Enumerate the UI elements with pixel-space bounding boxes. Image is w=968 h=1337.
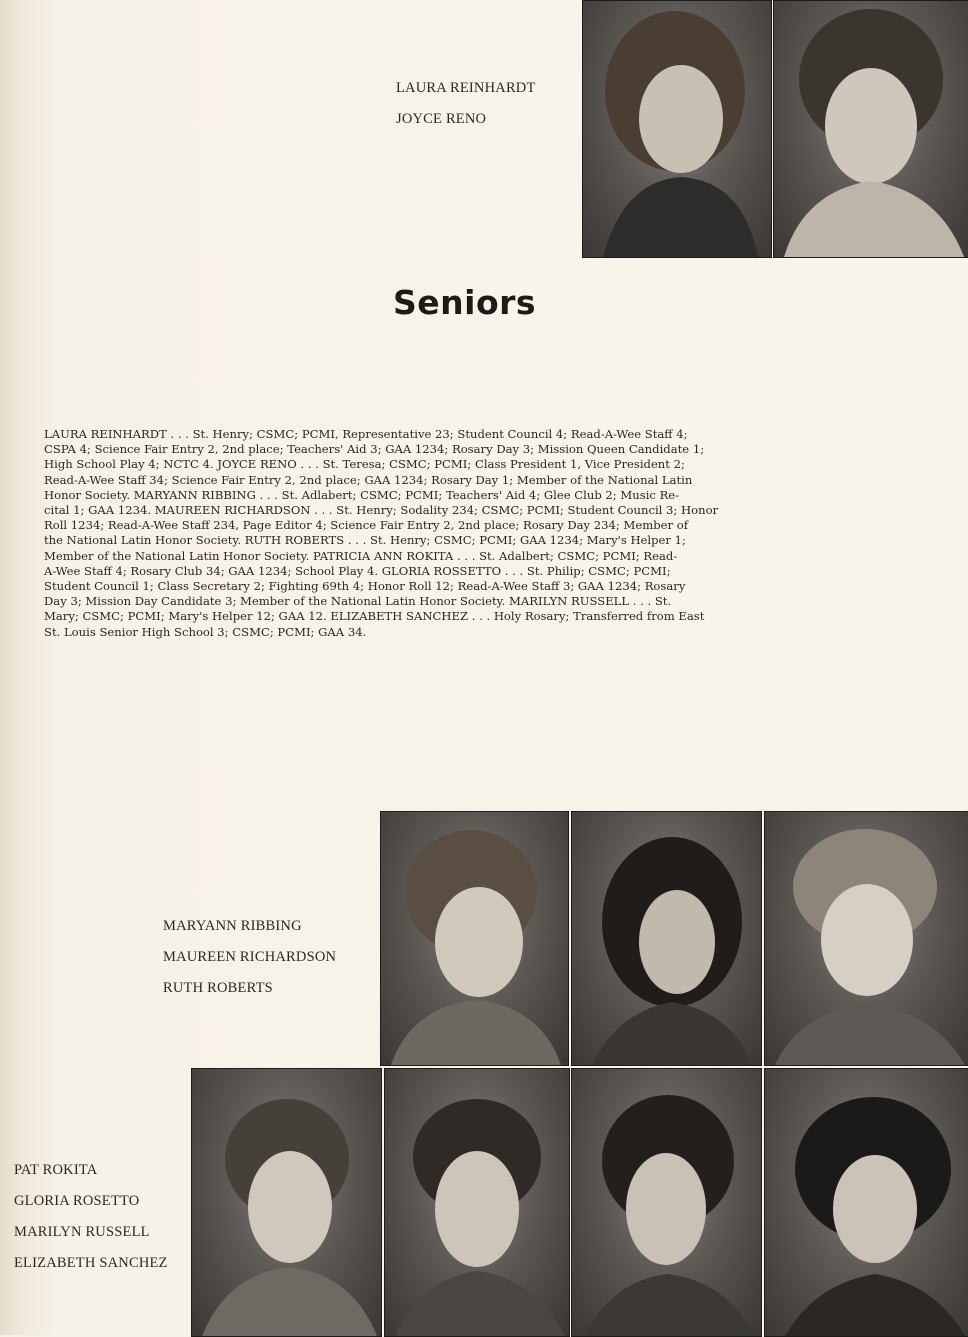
caption-laura-reinhardt: LAURA REINHARDT [396, 80, 536, 96]
portrait-silhouette [765, 812, 968, 1065]
caption-ruth-roberts: RUTH ROBERTS [163, 980, 273, 996]
portrait-pat-rokita [191, 1068, 382, 1337]
portrait-silhouette [572, 812, 761, 1065]
bio-line: LAURA REINHARDT . . . St. Henry; CSMC; PCMI, Representative 23; Student Council 4; Read-A-Wee Staff 4; [44, 427, 688, 441]
bio-line: Student Council 1; Class Secretary 2; Fighting 69th 4; Honor Roll 12; Read-A-Wee Staff 3; GAA 1234; Rosary [44, 579, 686, 594]
caption-marilyn-russell: MARILYN RUSSELL [14, 1224, 150, 1240]
portrait-silhouette [381, 812, 568, 1065]
portrait-marilyn-russell [571, 1068, 762, 1337]
bio-line: St. Louis Senior High School 3; CSMC; PCMI; GAA 34. [44, 624, 367, 639]
top-portrait-captions [396, 80, 536, 128]
portrait-maureen-richardson [571, 811, 762, 1066]
bottom-portrait-captions [14, 1162, 168, 1272]
portrait-silhouette [572, 1069, 761, 1336]
caption-joyce-reno: JOYCE RENO [396, 111, 487, 127]
portrait-silhouette [192, 1069, 381, 1336]
bio-line: Member of the National Latin Honor Society. PATRICIA ANN ROKITA . . . St. Adalbert; CSMC; PCMI; Read- [44, 548, 678, 563]
portrait-ruth-roberts [764, 811, 968, 1066]
portrait-maryann-ribbing [380, 811, 569, 1066]
bio-line: Roll 1234; Read-A-Wee Staff 234, Page Editor 4; Science Fair Entry 2, 2nd place; Rosary Day 234; Member of [44, 518, 688, 533]
portrait-silhouette [774, 1, 968, 257]
bio-line: the National Latin Honor Society. RUTH ROBERTS . . . St. Henry; CSMC; PCMI; GAA 1234; Mary's Helper 1; [44, 533, 686, 548]
bio-line: Read-A-Wee Staff 34; Science Fair Entry 2, 2nd place; GAA 1234; Rosary Day 1; Member of the National Latin [44, 472, 693, 487]
portrait-silhouette [765, 1069, 968, 1336]
caption-maureen-richardson: MAUREEN RICHARDSON [163, 949, 337, 965]
portrait-gloria-rosetto [384, 1068, 570, 1337]
caption-elizabeth-sanchez: ELIZABETH SANCHEZ [14, 1255, 168, 1271]
caption-maryann-ribbing: MARYANN RIBBING [163, 918, 302, 934]
portrait-silhouette [385, 1069, 569, 1336]
bio-line: Mary; CSMC; PCMI; Mary's Helper 12; GAA 12. ELIZABETH SANCHEZ . . . Holy Rosary; Transferred from East [44, 609, 705, 624]
senior-biographies [44, 427, 914, 640]
portrait-elizabeth-sanchez [764, 1068, 968, 1337]
caption-gloria-rosetto: GLORIA ROSETTO [14, 1193, 140, 1209]
bio-line: High School Play 4; NCTC 4. JOYCE RENO . . . St. Teresa; CSMC; PCMI; Class President 1, Vice President 2; [44, 457, 685, 472]
portrait-silhouette [583, 1, 771, 257]
bio-line: CSPA 4; Science Fair Entry 2, 2nd place; Teachers' Aid 3; GAA 1234; Rosary Day 3; Mission Queen Candidate 1; [44, 442, 705, 457]
portrait-joyce-reno [773, 0, 968, 258]
caption-pat-rokita: PAT ROKITA [14, 1162, 98, 1178]
bio-line: cital 1; GAA 1234. MAUREEN RICHARDSON . . . St. Henry; Sodality 234; CSMC; PCMI; Student Council 3; Honor [44, 503, 719, 518]
middle-portrait-captions [163, 918, 336, 997]
bio-line: Honor Society. MARYANN RIBBING . . . St. Adlabert; CSMC; PCMI; Teachers' Aid 4; Glee Club 2; Music Re- [44, 487, 680, 502]
bio-line: Day 3; Mission Day Candidate 3; Member of the National Latin Honor Society. MARILYN RUSSELL . . . St. [44, 594, 672, 609]
section-title: Seniors [393, 283, 537, 322]
bio-line: A-Wee Staff 4; Rosary Club 34; GAA 1234; School Play 4. GLORIA ROSSETTO . . . St. Philip; CSMC; PCMI; [44, 563, 671, 578]
portrait-laura-reinhardt [582, 0, 772, 258]
